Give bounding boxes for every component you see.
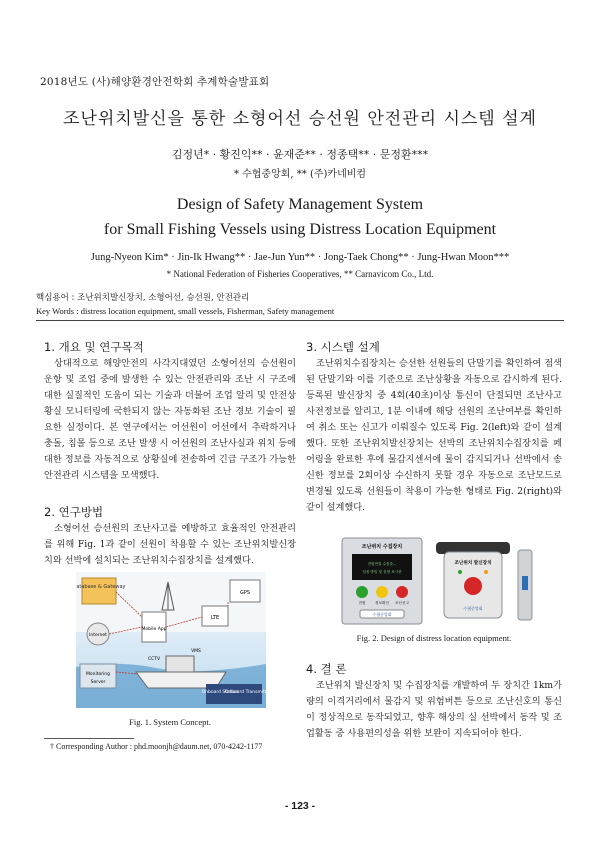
transmitter-brand: 수협중앙회 [463,606,483,611]
vms-label: VMS [191,649,201,654]
figure-1-caption: Fig. 1. System Concept. [129,717,211,727]
database-box [82,578,116,604]
onboard-transmitter-label: Onboard Transmit [224,690,265,695]
section-2-body: 소형어선 승선원의 조난사고를 예방하고 효율적인 안전관리를 위해 Fig. 1과 같이 선원이 착용할 수 있는 조난위치발신장치와 선박에 설치되는 조난위치수집장치를 설계했다. [44,523,296,566]
section-3-body: 조난위치수집장치는 승선한 선원들의 단말기를 확인하여 점색된 단말기와 이를 기준으로 조난상황을 자동으로 감시하게 된다. 등록된 발신장치 중 4회(40초)이상 통신이 단절되면 조난사고 사전정보를 알리고, 1분 이내에 해당 선원의 조난여부를 확인하여 취소 또는 신고가 이뤄질수 있도록 Fig. 2(left)와 같이 설계했다. 또한 조난위치발신장치는 선박의 조난위치수집장치를 페어링을 완료한 후에 물감지센서에 물이 감지되거나 선박에서 송신한 정보를 2회이상 수신하지 못할 경우 자동으로 조난모드로 변경될 있도록 선원들이 착용이 가능한 형태로 Fig. 2(right)와 같이 설계했다. [306,358,562,513]
distress-button-label: 조난신고 [395,601,409,605]
database-label: Database & Gateway [76,584,126,590]
brand-label: 수협중앙회 [372,612,392,617]
alarm-confirm-button [376,586,388,598]
alarm-button-label: 경보확인 [375,601,389,605]
keywords-block [36,292,334,318]
power-button-label: 전원 [358,601,366,605]
keywords-ko-label: 핵심용어 : [36,293,75,303]
section-4-body: 조난위치 발신장치 및 수집장치를 개발하여 두 장치간 1km가량의 이격거리에서 물감지 및 위험버튼 등으로 조난신호의 통신이 정상적으로 동작되었고, 향후 해상의 실 선박에서 동작 및 조업활동 중 사용편의성을 위한 보완이 지속되어야 한다. [306,680,562,739]
side-clip-icon [522,576,528,590]
keywords-ko-text: 조난위치발신장치, 소형어선, 승선원, 안전관리 [77,293,250,303]
affiliation-english: * National Federation of Fisheries Cooperatives, ** Carnavicom Co., Ltd. [166,269,434,279]
paper-title-english [0,192,600,242]
lte-label: LTE [210,615,220,621]
distress-devices-illustration [340,536,540,628]
keywords-korean [36,292,334,305]
section-1-heading: 1. 개요 및 연구목적 [44,340,144,354]
footnote-divider [44,738,134,739]
collector-title: 조난위치 수집장치 [361,544,403,550]
authors-korean: 김정년* · 황진익** · 윤재준** · 정종택** · 문정환*** [171,148,429,161]
mobile-app-label: Mobile App [141,627,167,632]
gps-label: GPS [239,590,251,596]
system-concept-diagram [76,572,266,708]
conference-header: 2018년도 (사)해양환경안전학회 추계학술발표회 [40,76,270,88]
affiliation-korean: * 수협중앙회, ** (주)카네비컴 [233,169,367,180]
keywords-en-text: distress location equipment, small vessels, Fisherman, Safety management [80,306,335,316]
authors-english: Jung-Nyeon Kim* · Jin-Ik Hwang** · Jae-Jun Yun** · Jong-Taek Chong** · Jung-Hwan Moon*** [90,252,510,263]
keywords-en-label: Key Words : [36,306,79,316]
title-en-line-2: for Small Fishing Vessels using Distress Location Equipment [103,221,497,238]
screen-line-2: 설정 방법 및 설명 표시중 [362,570,402,574]
transmitter-title: 조난위치 발신장치 [454,561,492,566]
transmitter-sos-button [464,577,482,595]
corresponding-author-footnote: † Corresponding Author : phd.moonjh@daum.net, 070-4242-1177 [50,742,263,751]
monitoring-label: Monitoring [85,672,111,677]
onboard-station-label: Onboard Station [201,690,239,695]
transmitter-led-orange [484,570,488,574]
internet-label: Internet [89,633,107,638]
section-4-heading: 4. 결 론 [306,662,347,676]
server-label: Server [90,680,106,685]
title-en-line-1: Design of Safety Management System [176,196,424,213]
paper-title-korean: 조난위치발신을 통한 소형어선 승선원 안전관리 시스템 설계 [63,109,537,129]
section-3-heading: 3. 시스템 설계 [306,340,380,354]
keywords-divider [36,320,564,321]
figure-1-system-concept [76,572,266,708]
figure-2-devices [340,536,540,628]
collector-screen [352,554,412,580]
power-button [356,586,368,598]
distress-report-button [396,586,408,598]
keywords-english [36,305,334,318]
boat-cabin [166,656,194,672]
figure-2-caption: Fig. 2. Design of distress location equipment. [356,633,512,643]
section-1-body: 상대적으로 해양안전의 사각지대였던 소형어선의 승선원이 운항 및 조업 중에 발생한 수 있는 안전관리와 조난 시 구조에 대한 실질적인 도움이 되는 기술과 더불어 조업 알리 및 안전상황실 모니터링에 국한되지 않는 자동화된 조난 경보 기술이 필요한 실정이다. 본 연구에서는 어선원이 어선에서 추락하거나 충돌, 침몰 등으로 조난 발생 시 어선원의 조난사실과 위치 등에 대한 정보를 자동적으로 상황실에 전송하여 긴급 구조가 가능한 안전관리 시스템을 모색했다. [44,358,296,481]
page-number: - 123 - [284,800,316,812]
screen-line-1: 전원연결 수집을... [367,562,397,566]
section-2-heading: 2. 연구방법 [44,505,104,519]
cctv-label: CCTV [147,657,161,662]
transmitter-led-green [458,570,462,574]
